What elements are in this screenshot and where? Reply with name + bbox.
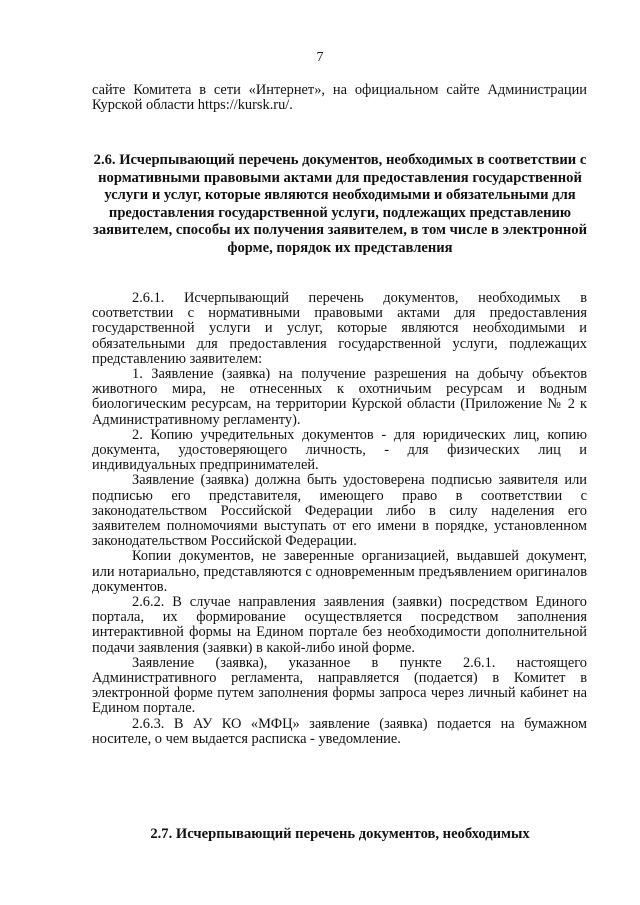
section-2-6-heading: 2.6. Исчерпывающий перечень документов, необходимых в соответствии с нормативными правовыми актами для предоставления государственной услуги и услуг, которые являются необходимыми и обязательными для предоставления государственной услуги, подлежащих представлению заявителем, способы их получения заявителем, в том числе в электронной форме, порядок их представления [93, 152, 587, 256]
section-2-6-body [92, 291, 587, 747]
page-number: 7 [316, 50, 324, 65]
paragraph-copies: Копии документов, не заверенные организацией, выдавшей документ, или нотариально, представляются с одновременным предъявлением оригиналов документов. [92, 548, 587, 595]
paragraph-2-6-3: 2.6.3. В АУ КО «МФЦ» заявление (заявка) подается на бумажном носителе, о чем выдается расписка - уведомление. [92, 715, 587, 747]
paragraph-signature-requirement: Заявление (заявка) должна быть удостоверена подписью заявителя или подписью его представителя, имеющего право в соответствии с законодательством Российской Федерации либо в силу наделения его заявителем полномочиями выступать от его имени в порядке, установленном законодательством Российской Федерации. [92, 472, 587, 550]
paragraph-item-2: 2. Копию учредительных документов - для юридических лиц, копию документа, удостоверяющего личность, - для физических лиц и индивидуальных предпринимателей. [92, 426, 587, 474]
paragraph-2-6-1: 2.6.1. Исчерпывающий перечень документов, необходимых в соответствии с нормативными правовыми актами для предоставления государственной услуги и услуг, которые являются необходимыми и обязательными для предоставления государственной услуги, подлежащих представлению заявителем: [92, 290, 587, 367]
intro-paragraph: сайте Комитета в сети «Интернет», на официальном сайте Администрации Курской области https://kursk.ru/. [92, 82, 587, 114]
paragraph-2-6-2: 2.6.2. В случае направления заявления (заявки) посредством Единого портала, их формирование осуществляется посредством заполнения интерактивной формы на Едином портале без необходимости дополнительной подачи заявления (заявки) в какой-либо иной форме. [92, 594, 587, 656]
paragraph-electronic-submission: Заявление (заявка), указанное в пункте 2.6.1. настоящего Административного регламента, направляется (подается) в Комитет в электронной форме путем заполнения формы запроса через личный кабинет на Едином портале. [92, 654, 587, 717]
paragraph-item-1: 1. Заявление (заявка) на получение разрешения на добычу объектов животного мира, не отнесенных к охотничьим ресурсам и водным биологическим ресурсам, на территории Курской области (Приложение № 2 к Административному регламенту). [92, 366, 587, 428]
section-2-7-heading: 2.7. Исчерпывающий перечень документов, необходимых [150, 826, 530, 842]
